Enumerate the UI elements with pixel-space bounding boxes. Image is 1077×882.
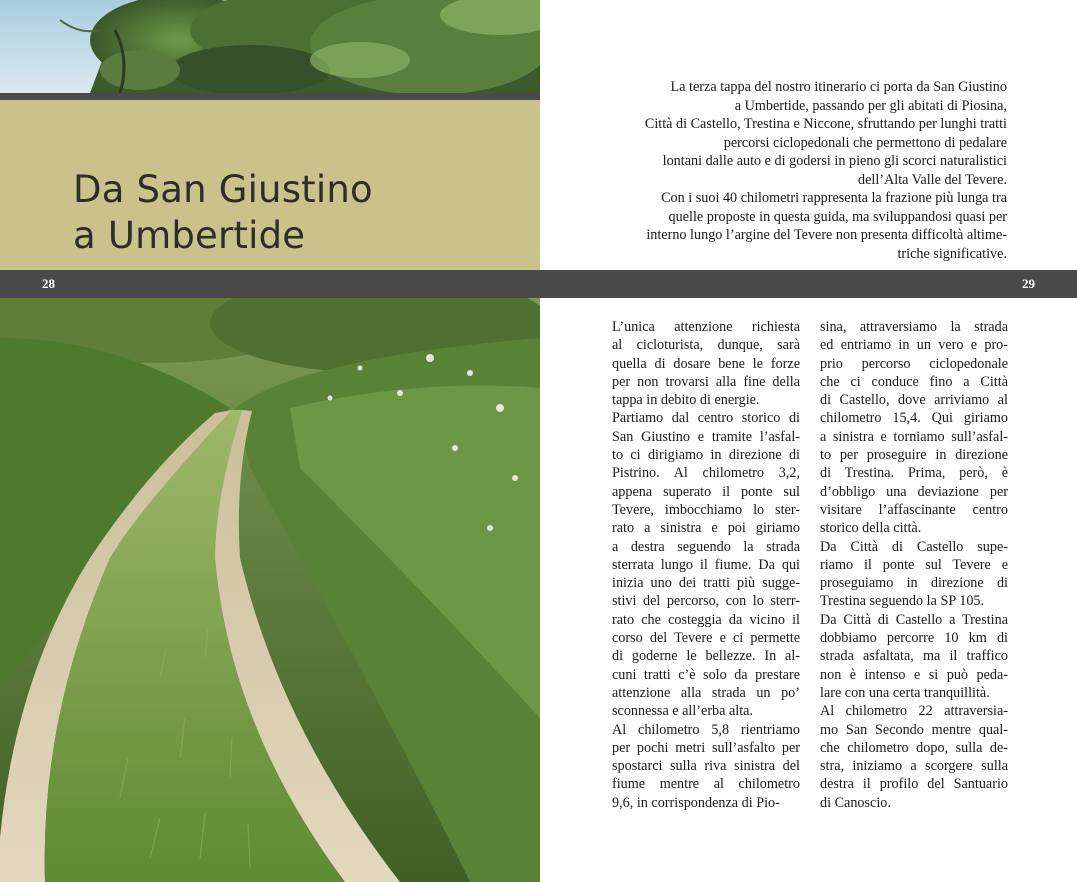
text-line: Da Città di Castello supe- (820, 538, 1008, 555)
text-line: per pochi metri sull’asfalto per (612, 739, 800, 756)
text-line: a destra seguendo la strada (612, 538, 800, 555)
text-line: Da Città di Castello a Trestina (820, 611, 1008, 628)
text-line: Pistrino. Al chilometro 3,2, (612, 465, 800, 482)
text-line: dell’Alta Valle del Tevere. (858, 171, 1007, 188)
text-line: al cicloturista, dunque, sarà (612, 337, 800, 354)
text-line: per non trovarsi alla fine della (612, 373, 800, 390)
text-line: d’obbligo una deviazione per (820, 483, 1008, 500)
text-line: to ci dirigiamo in direzione di (612, 447, 800, 464)
text-line: proseguiamo in direzione di (820, 575, 1008, 592)
text-line: che chilometro dopo, sulla de- (820, 739, 1008, 756)
text-line: sterrata lungo il fiume. Da qui (612, 556, 800, 573)
text-line: a sinistra e torniamo sull’asfal- (820, 428, 1008, 445)
text-line: Al chilometro 5,8 rientriamo (612, 721, 800, 738)
text-line: tappa in debito di energie. (612, 392, 760, 409)
text-line: stra, iniziamo a scorgere sulla (820, 758, 1008, 775)
text-line: attenzione alla strada un po’ (612, 684, 800, 701)
text-line: dobbiamo percorre 10 km di (820, 630, 1008, 647)
text-line: destra il profilo del Santuario (820, 776, 1008, 793)
text-line: fiume mentre al chilometro (612, 776, 800, 793)
text-line: quelle proposte in questa guida, ma sviluppandosi quasi per (668, 208, 1007, 225)
text-line: di Trestina. Prima, però, è (820, 465, 1008, 482)
text-line: sina, attraversiamo la strada (820, 319, 1008, 335)
text-line: spostarci sulla riva sinistra del (612, 758, 800, 775)
text-line: che ci conduce fino a Città (820, 373, 1008, 390)
body-column-1 (612, 318, 800, 812)
text-line: 9,6, in corrispondenza di Pio- (612, 794, 780, 811)
chapter-title-box (0, 100, 540, 270)
chapter-title-line-1: Da San Giustino (73, 168, 373, 211)
text-line: triche significative. (897, 245, 1007, 262)
text-line: di goderne le bellezze. In al- (612, 648, 800, 665)
text-line: strada asfaltata, ma il traffico (820, 648, 1008, 665)
text-line: non è intenso e si può peda- (820, 666, 1008, 683)
page-number-left: 28 (42, 276, 55, 291)
tree-canopy-photo (0, 0, 540, 93)
page-number-right: 29 (1022, 276, 1035, 291)
text-line: Partiamo dal centro storico di (612, 410, 800, 427)
text-line: lontani dalle auto e di godersi in pieno gli scorci naturalistici (662, 153, 1007, 169)
text-line: di Castello, dove arriviamo al (820, 392, 1008, 409)
text-line: storico della città. (820, 520, 922, 537)
text-line: rato che costeggia da vicino il (612, 611, 800, 628)
text-line: prio percorso ciclopedonale (820, 355, 1008, 372)
text-line: appena superato il ponte sul (612, 483, 800, 500)
text-line: visitare l’affascinante centro (820, 501, 1008, 518)
text-line: inizia uno dei tratti più sugge- (612, 575, 800, 592)
text-line: di Canoscio. (820, 794, 891, 811)
text-line: stivi del percorso, con lo sterr- (612, 593, 800, 610)
text-line: to per proseguire in direzione (820, 447, 1008, 464)
text-line: Tevere, imbocchiamo lo ster- (612, 501, 800, 518)
text-line: Trestina seguendo la SP 105. (820, 593, 985, 610)
text-line: San Giustino e tramite l’asfal- (612, 428, 800, 445)
text-line: quella di dosare bene le forze (612, 355, 800, 372)
text-line: mo San Secondo mentre qual- (820, 721, 1008, 738)
text-line: L’unica attenzione richiesta (612, 319, 800, 335)
text-line: ed entriamo in un vero e pro- (820, 337, 1008, 354)
text-line: percorsi ciclopedonali che permettono di pedalare (723, 134, 1007, 151)
intro-paragraph (560, 78, 1007, 263)
text-line: rato a sinistra e poi giriamo (612, 520, 800, 537)
body-column-2 (820, 318, 1008, 812)
country-path-photo (0, 298, 540, 882)
text-line: corso del Tevere e ci permette (612, 630, 800, 647)
text-line: interno lungo l’argine del Tevere non presenta difficoltà altime- (646, 227, 1007, 243)
page-number-bar (0, 270, 1077, 298)
text-line: riamo il ponte sul Tevere e (820, 556, 1008, 573)
text-line: sconnessa e all’erba alta. (612, 703, 754, 720)
text-line: chilometro 15,4. Qui giriamo (820, 410, 1008, 427)
chapter-title-line-2: a Umbertide (73, 214, 306, 257)
text-line: Città di Castello, Trestina e Niccone, sfruttando per lunghi tratti (644, 116, 1007, 132)
text-line: Con i suoi 40 chilometri rappresenta la frazione più lunga tra (661, 190, 1007, 206)
text-line: lare con una certa tranquillità. (820, 684, 990, 701)
text-line: cuni tratti c’è solo da prestare (612, 666, 800, 683)
text-line: a Umbertide, passando per gli abitati di Piosina, (734, 97, 1007, 114)
text-line: La terza tappa del nostro itinerario ci porta da San Giustino (670, 79, 1007, 95)
text-line: Al chilometro 22 attraversia- (820, 703, 1008, 720)
title-top-band (0, 93, 540, 100)
